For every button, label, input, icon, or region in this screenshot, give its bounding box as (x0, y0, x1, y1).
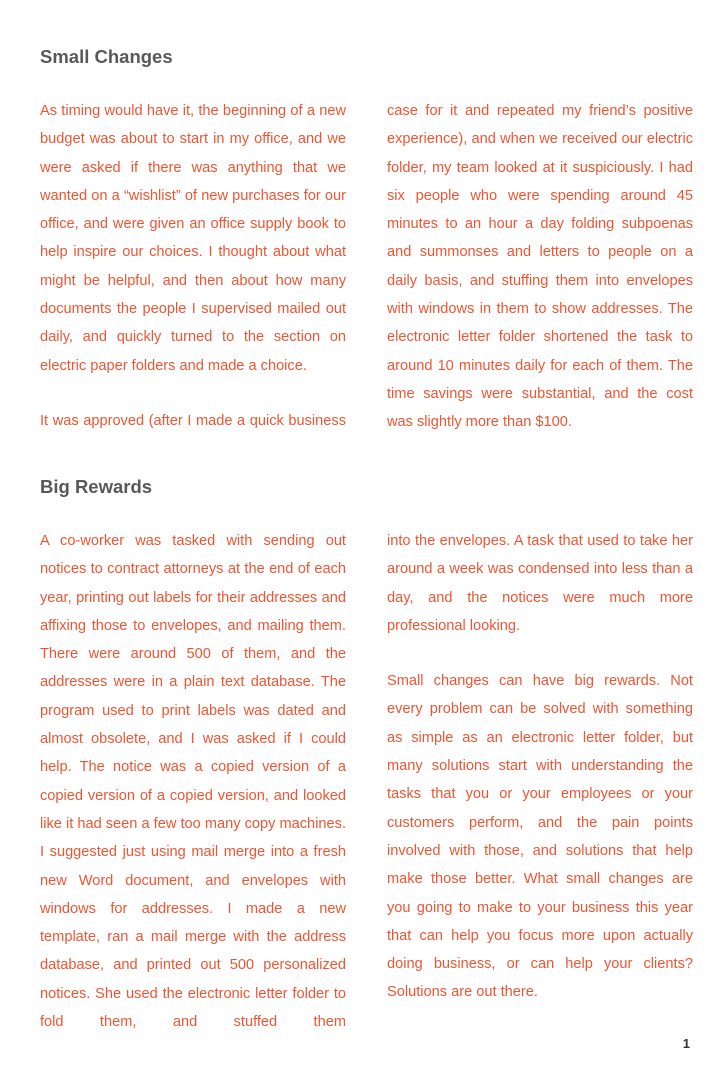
page-number: 1 (682, 1036, 690, 1051)
paragraph: case for it and repeated my friend’s positive experience), and when we received our electric folder, my team looked at it suspiciously. I had six people who were spending around 45 minutes to an hour a day folding subpoenas and summonses and letters to people on a daily basis, and stuffing them into envelopes with windows in them to show addresses. The electronic letter folder shortened the task to around 10 minutes daily for each of them. The time savings were substantial, and the cost was slightly more than $100. (387, 103, 693, 431)
section-heading-small-changes: Small Changes (40, 46, 173, 67)
paragraph: It was approved (after I made a quick business (40, 412, 346, 429)
paragraph: into the envelopes. A task that used to take her around a week was condensed into less than a day, and the notices were much more professional looking. (387, 533, 693, 634)
section1-right-column (387, 97, 693, 437)
section2-left-column (40, 527, 346, 1036)
paragraph: A co-worker was tasked with sending out notices to contract attorneys at the end of each year, printing out labels for their addresses and affixing those to envelopes, and mailing them. There were around 500 of them, and the addresses were in a plain text database. The program used to print labels was dated and almost obsolete, and I was asked if I could help. The notice was a copied version of a copied version of a copied version, and looked like it had seen a few too many copy machines. I suggested just using mail merge into a fresh new Word document, and envelopes with windows for addresses. I made a new template, ran a mail merge with the address database, and printed out 500 personalized notices. She used the electronic letter folder to fold them, and stuffed them (40, 533, 346, 1031)
paragraph: As timing would have it, the beginning of a new budget was about to start in my office, and we were asked if there was anything that we wanted on a “wishlist” of new purchases for our office, and were given an office supply book to help inspire our choices. I thought about what might be helpful, and then about how many documents the people I supervised mailed out daily, and quickly turned to the section on electric paper folders and made a choice. (40, 103, 346, 374)
section1-left-column (40, 97, 346, 435)
section-heading-big-rewards: Big Rewards (40, 476, 153, 497)
paragraph: Small changes can have big rewards. Not every problem can be solved with something as simple as an electronic letter folder, but many solutions start with understanding the tasks that you or your employees or your customers perform, and the pain points involved with those, and solutions that help make those better. What small changes are you going to make to your business this year that can help you focus more upon actually doing business, or can help your clients? Solutions are out there. (387, 673, 693, 1001)
section2-right-column (387, 527, 693, 1007)
